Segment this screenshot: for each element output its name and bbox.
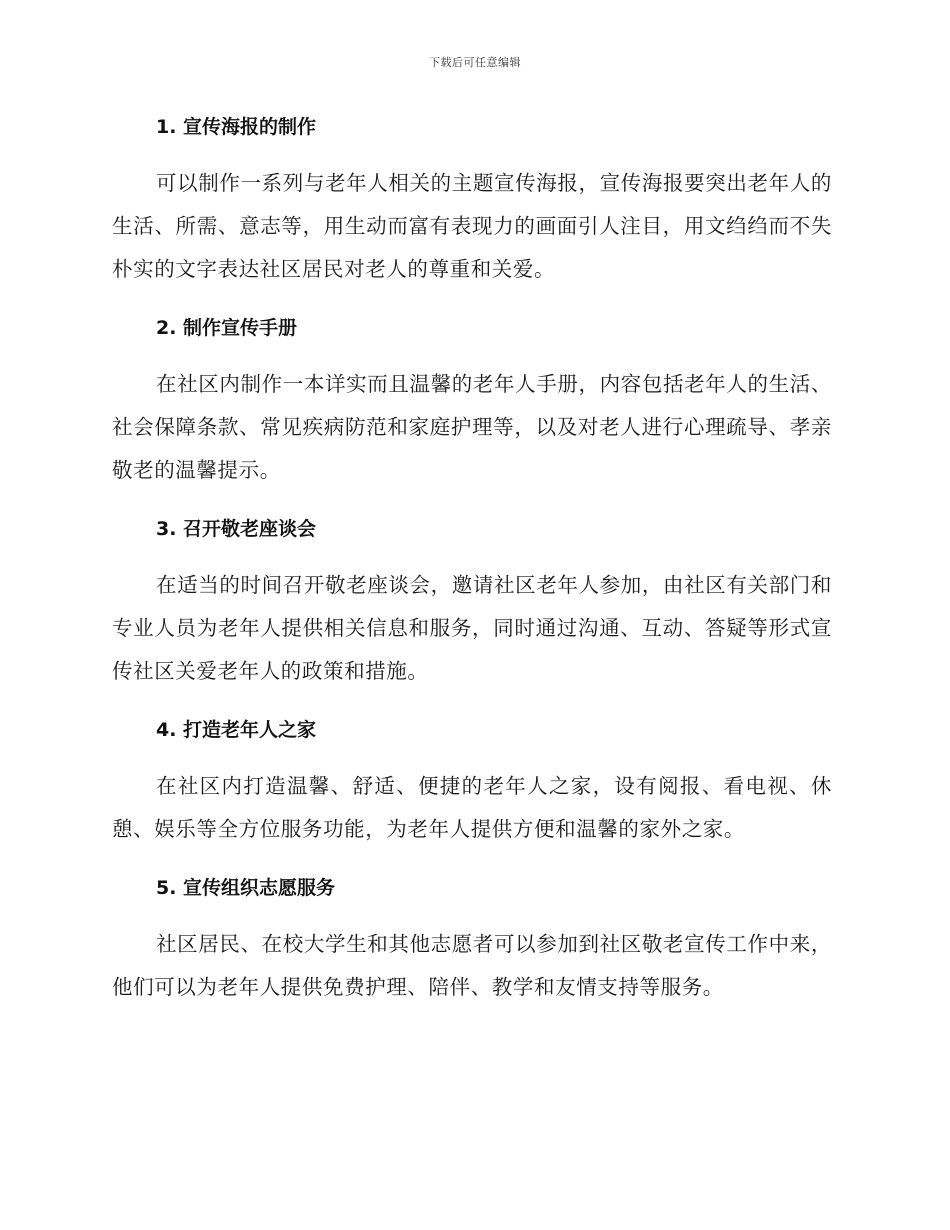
section-heading: 2. 制作宣传手册 (156, 317, 298, 339)
section-paragraph: 可以制作一系列与老年人相关的主题宣传海报，宣传海报要突出老年人的生活、所需、意志等，用生动而富有表现力的画面引人注目，用文绉绉而不失朴实的文字表达社区居民对老人的尊重和关爱。 (112, 171, 832, 281)
section-heading: 1. 宣传海报的制作 (156, 116, 317, 138)
section-handbook (112, 310, 832, 492)
section-paragraph: 社区居民、在校大学生和其他志愿者可以参加到社区敬老宣传工作中来，他们可以为老年人提供免费护理、陪伴、教学和友情支持等服务。 (112, 932, 832, 999)
section-volunteer (112, 870, 832, 1009)
section-elderly-home (112, 712, 832, 851)
section-poster (112, 109, 832, 291)
section-paragraph: 在社区内制作一本详实而且温馨的老年人手册，内容包括老年人的生活、社会保障条款、常见疾病防范和家庭护理等，以及对老人进行心理疏导、孝亲敬老的温馨提示。 (112, 372, 832, 482)
section-paragraph: 在适当的时间召开敬老座谈会，邀请社区老年人参加，由社区有关部门和专业人员为老年人提供相关信息和服务，同时通过沟通、互动、答疑等形式宣传社区关爱老年人的政策和措施。 (112, 573, 832, 683)
section-paragraph: 在社区内打造温馨、舒适、便捷的老年人之家，设有阅报、看电视、休憩、娱乐等全方位服务功能，为老年人提供方便和温馨的家外之家。 (112, 774, 832, 841)
page-header-note: 下载后可任意编辑 (429, 56, 521, 69)
section-heading: 5. 宣传组织志愿服务 (156, 877, 336, 899)
section-forum (112, 511, 832, 693)
section-heading: 3. 召开敬老座谈会 (156, 518, 317, 540)
section-heading: 4. 打造老年人之家 (156, 719, 317, 741)
document-body (112, 109, 832, 1028)
